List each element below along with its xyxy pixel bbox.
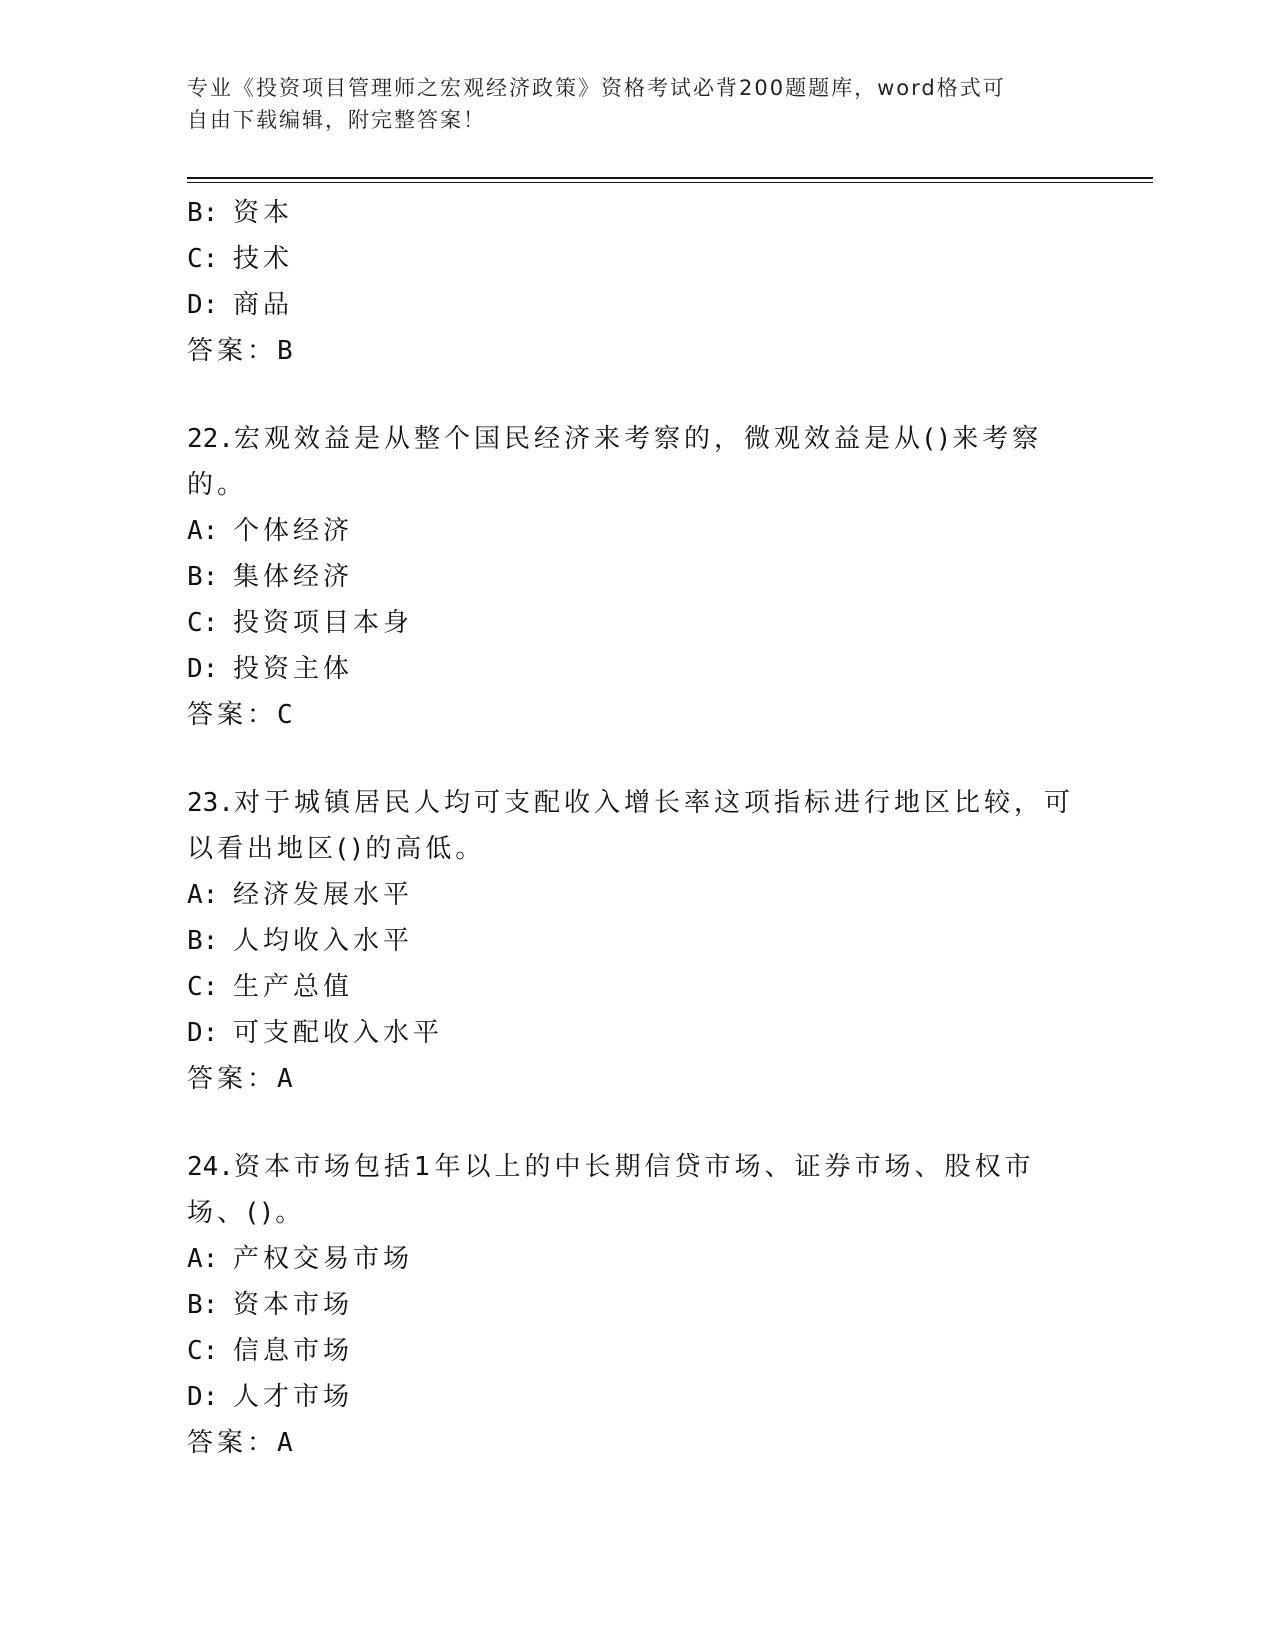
question-number: 22. <box>187 424 234 454</box>
question-block-partial <box>187 190 1087 374</box>
option-d <box>187 282 1087 328</box>
option-text: 人均收入水平 <box>233 926 414 956</box>
question-text: 对于城镇居民人均可支配收入增长率这项指标进行地区比较，可以看出地区()的高低。 <box>187 788 1074 864</box>
option-d <box>187 1374 1087 1420</box>
option-c <box>187 964 1087 1010</box>
answer-line <box>187 1056 1087 1102</box>
option-text: 商品 <box>233 290 294 320</box>
option-letter: D: <box>187 654 219 684</box>
question-number: 24. <box>187 1152 234 1182</box>
spacer <box>187 374 1087 416</box>
option-text: 集体经济 <box>233 562 354 592</box>
option-letter: D: <box>187 1018 219 1048</box>
option-letter: A: <box>187 1244 219 1274</box>
option-a <box>187 508 1087 554</box>
option-b <box>187 918 1087 964</box>
header-title-line-2: 自由下载编辑，附完整答案！ <box>187 108 486 132</box>
answer-label: 答案： <box>187 1428 278 1458</box>
answer-value: A <box>277 1064 293 1094</box>
option-letter: D: <box>187 1382 219 1412</box>
option-c <box>187 236 1087 282</box>
header-divider-thin <box>187 182 1153 183</box>
option-b <box>187 1282 1087 1328</box>
option-text: 资本市场 <box>233 1290 354 1320</box>
option-text: 人才市场 <box>233 1382 354 1412</box>
question-block-22 <box>187 416 1087 738</box>
answer-line <box>187 692 1087 738</box>
question-number: 23. <box>187 788 234 818</box>
option-letter: B: <box>187 1290 219 1320</box>
question-stem <box>187 416 1087 508</box>
spacer <box>187 738 1087 780</box>
option-b <box>187 554 1087 600</box>
spacer <box>187 1102 1087 1144</box>
option-text: 个体经济 <box>233 516 354 546</box>
answer-value: B <box>277 336 293 366</box>
option-text: 产权交易市场 <box>233 1244 414 1274</box>
question-block-24 <box>187 1144 1087 1466</box>
option-text: 经济发展水平 <box>233 880 414 910</box>
answer-label: 答案： <box>187 336 278 366</box>
option-letter: A: <box>187 880 219 910</box>
option-c <box>187 1328 1087 1374</box>
question-block-23 <box>187 780 1087 1102</box>
answer-line <box>187 1420 1087 1466</box>
option-letter: B: <box>187 926 219 956</box>
option-text: 信息市场 <box>233 1336 354 1366</box>
option-a <box>187 872 1087 918</box>
option-text: 投资主体 <box>233 654 354 684</box>
option-letter: D: <box>187 290 219 320</box>
question-stem <box>187 780 1087 872</box>
option-letter: B: <box>187 198 219 228</box>
question-text: 资本市场包括1年以上的中长期信贷市场、证券市场、股权市场、()。 <box>187 1152 1035 1228</box>
answer-value: A <box>277 1428 293 1458</box>
option-letter: C: <box>187 972 219 1002</box>
answer-label: 答案： <box>187 1064 278 1094</box>
option-text: 技术 <box>233 244 294 274</box>
option-letter: B: <box>187 562 219 592</box>
option-text: 生产总值 <box>233 972 354 1002</box>
question-list <box>187 190 1087 1466</box>
option-text: 投资项目本身 <box>233 608 414 638</box>
option-letter: C: <box>187 608 219 638</box>
option-a <box>187 1236 1087 1282</box>
answer-label: 答案： <box>187 700 278 730</box>
answer-line <box>187 328 1087 374</box>
header-divider-thick <box>187 177 1153 179</box>
option-c <box>187 600 1087 646</box>
option-letter: C: <box>187 244 219 274</box>
question-text: 宏观效益是从整个国民经济来考察的，微观效益是从()来考察的。 <box>187 424 1043 500</box>
option-d <box>187 1010 1087 1056</box>
option-d <box>187 646 1087 692</box>
option-letter: C: <box>187 1336 219 1366</box>
header-title-line-1: 专业《投资项目管理师之宏观经济政策》资格考试必背200题题库，word格式可 <box>187 76 1006 100</box>
option-letter: A: <box>187 516 219 546</box>
option-text: 可支配收入水平 <box>233 1018 444 1048</box>
option-b <box>187 190 1087 236</box>
document-header <box>187 72 1087 136</box>
answer-value: C <box>277 700 293 730</box>
question-stem <box>187 1144 1087 1236</box>
option-text: 资本 <box>233 198 294 228</box>
